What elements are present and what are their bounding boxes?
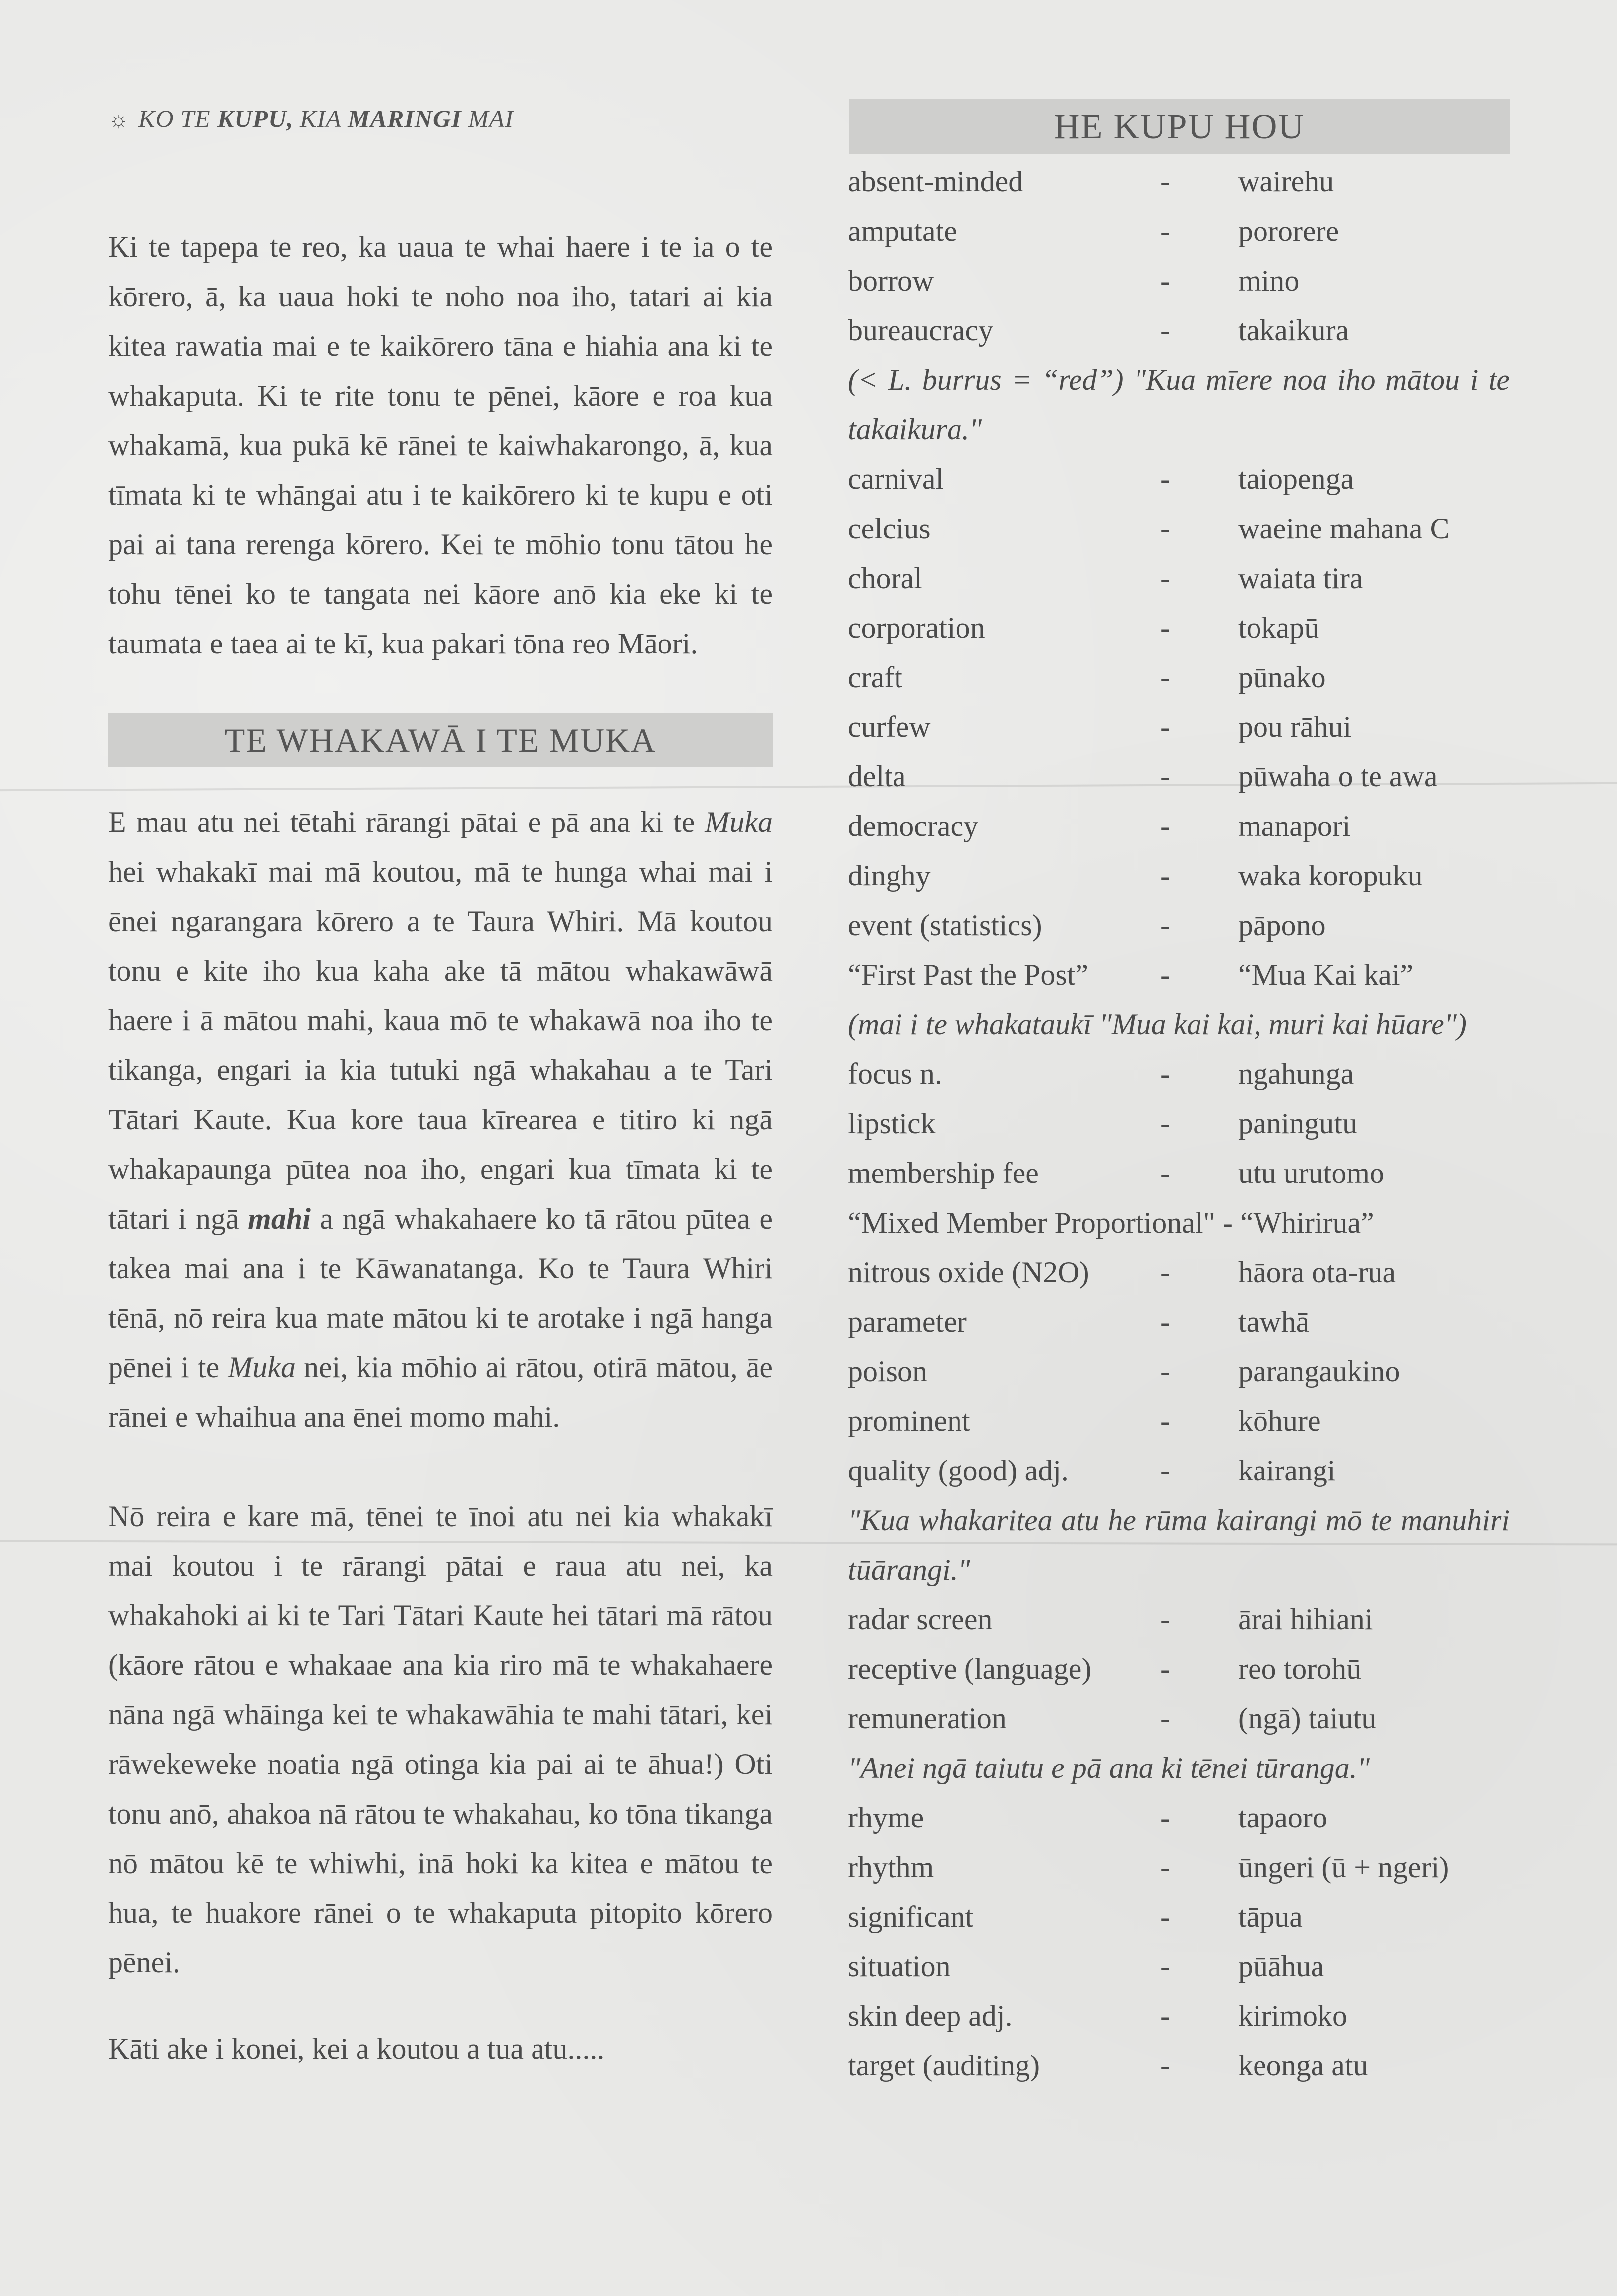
maori-term: kirimoko bbox=[1238, 2000, 1347, 2032]
kicker-text-4: MARINGI bbox=[348, 105, 462, 132]
para-emphasis: Muka bbox=[228, 1351, 296, 1384]
english-term: skin deep adj. bbox=[848, 2000, 1013, 2032]
glossary-example-note: (mai i te whakataukī "Mua kai kai, muri kai hūare") bbox=[848, 1008, 1467, 1041]
glossary-entry bbox=[848, 1694, 1510, 1743]
separator-dash: - bbox=[1160, 1603, 1170, 1636]
english-term: dinghy bbox=[848, 859, 931, 892]
maori-term: taiopenga bbox=[1238, 463, 1354, 495]
maori-term: parangaukino bbox=[1238, 1355, 1400, 1388]
glossary-entry bbox=[848, 801, 1510, 851]
english-term: focus n. bbox=[848, 1058, 942, 1090]
kicker-text-3: KIA bbox=[293, 105, 348, 132]
glossary-entry bbox=[848, 702, 1510, 752]
maori-term: (ngā) taiutu bbox=[1238, 1702, 1377, 1735]
maori-term: keonga atu bbox=[1238, 2049, 1368, 2082]
sun-icon: ☼ bbox=[108, 107, 130, 132]
separator-dash: - bbox=[1160, 1652, 1170, 1685]
separator-dash: - bbox=[1160, 2000, 1170, 2032]
separator-dash: - bbox=[1160, 1702, 1170, 1735]
glossary-entry bbox=[848, 1247, 1510, 1297]
glossary-entry bbox=[848, 900, 1510, 950]
maori-term: pororere bbox=[1238, 215, 1339, 247]
muka-paragraph bbox=[108, 797, 773, 1442]
english-term: quality (good) adj. bbox=[848, 1454, 1069, 1487]
para-text: E mau atu nei tētahi rārangi pātai e pā ana ki te bbox=[108, 806, 705, 838]
separator-dash: - bbox=[1160, 1107, 1170, 1140]
maori-term: pūwaha o te awa bbox=[1238, 760, 1437, 793]
separator-dash: - bbox=[1160, 1405, 1170, 1437]
para-text: nei, kia mōhio ai rātou, otirā mātou, āe rānei e whaihua ana ēnei momo mahi. bbox=[108, 1351, 773, 1433]
separator-dash: - bbox=[1160, 1801, 1170, 1834]
separator-dash: - bbox=[1160, 810, 1170, 842]
glossary-entry bbox=[848, 305, 1510, 355]
closing-line: Kāti ake i konei, kei a koutou a tua atu..... bbox=[108, 2032, 605, 2065]
maori-term: kōhure bbox=[1238, 1405, 1321, 1437]
glossary-entry bbox=[848, 950, 1510, 1000]
maori-term: pāpono bbox=[1238, 909, 1326, 942]
separator-dash: - bbox=[1160, 314, 1170, 347]
section-kicker bbox=[108, 104, 773, 133]
separator-dash: - bbox=[1160, 165, 1170, 198]
glossary-entry bbox=[848, 1446, 1510, 1495]
separator-dash: - bbox=[1160, 1454, 1170, 1487]
english-term: prominent bbox=[848, 1405, 970, 1437]
glossary-entry bbox=[848, 1297, 1510, 1347]
separator-dash: - bbox=[1160, 611, 1170, 644]
para-text: hei whakakī mai mā koutou, mā te hunga whai mai i ēnei ngarangara kōrero a te Taura Whiri. Mā koutou tonu e kite iho kua kaha ake tā mātou whakawāwā haere i ā mātou mahi, kaua mō te whakawā noa iho te tikanga, engari ia kia tutuki ngā whakahau a te Tari Tātari Kaute. Kua kore taua kīrearea e titiro ki ngā whakapaunga pūtea noa iho, engari kua tīmata ki te tātari i ngā bbox=[108, 855, 773, 1235]
kicker-text-5: MAI bbox=[461, 105, 514, 132]
glossary-entry bbox=[848, 2041, 1510, 2090]
glossary-list bbox=[848, 157, 1510, 2090]
english-term: borrow bbox=[848, 264, 934, 297]
glossary-entry bbox=[848, 1644, 1510, 1694]
kicker-text-2: KUPU, bbox=[217, 105, 294, 132]
glossary-entry bbox=[848, 1148, 1510, 1198]
separator-dash: - bbox=[1160, 264, 1170, 297]
glossary-entry bbox=[848, 504, 1510, 553]
glossary-example-note: "Anei ngā taiutu e pā ana ki tēnei tūranga." bbox=[848, 1752, 1370, 1784]
kicker-text-1: KO TE bbox=[138, 105, 217, 132]
separator-dash: - bbox=[1160, 1851, 1170, 1884]
maori-term: utu urutomo bbox=[1238, 1157, 1384, 1189]
maori-term: tokapū bbox=[1238, 611, 1319, 644]
maori-term: pūāhua bbox=[1238, 1950, 1324, 1983]
glossary-entry bbox=[848, 652, 1510, 702]
english-term: bureaucracy bbox=[848, 314, 994, 347]
glossary-entry bbox=[848, 206, 1510, 256]
english-term: craft bbox=[848, 661, 902, 694]
glossary-entry-text: “Mixed Member Proportional" - “Whirirua” bbox=[848, 1206, 1374, 1239]
english-term: significant bbox=[848, 1900, 974, 1933]
english-term: choral bbox=[848, 562, 922, 594]
maori-term: waka koropuku bbox=[1238, 859, 1423, 892]
english-term: curfew bbox=[848, 710, 931, 743]
separator-dash: - bbox=[1160, 1157, 1170, 1189]
english-term: situation bbox=[848, 1950, 951, 1983]
english-term: target (auditing) bbox=[848, 2049, 1040, 2082]
maori-term: pou rāhui bbox=[1238, 710, 1352, 743]
maori-term: mino bbox=[1238, 264, 1300, 297]
maori-term: paningutu bbox=[1238, 1107, 1357, 1140]
para-emphasis: Muka bbox=[705, 806, 773, 838]
english-term: “First Past the Post” bbox=[848, 958, 1089, 991]
english-term: rhythm bbox=[848, 1851, 934, 1884]
glossary-entry bbox=[848, 1892, 1510, 1942]
separator-dash: - bbox=[1160, 859, 1170, 892]
glossary-entry bbox=[848, 603, 1510, 652]
maori-term: tāpua bbox=[1238, 1900, 1303, 1933]
maori-term: waiata tira bbox=[1238, 562, 1363, 594]
english-term: rhyme bbox=[848, 1801, 924, 1834]
english-term: delta bbox=[848, 760, 906, 793]
english-term: event (statistics) bbox=[848, 909, 1042, 942]
maori-term: pūnako bbox=[1238, 661, 1326, 694]
english-term: poison bbox=[848, 1355, 928, 1388]
glossary-entry bbox=[848, 256, 1510, 305]
glossary-example-note: (< L. burrus = “red”) "Kua mīere noa iho mātou i te takaikura." bbox=[848, 363, 1510, 446]
english-term: receptive (language) bbox=[848, 1652, 1092, 1685]
para-text: a ngā whakahaere ko tā rātou pūtea e takea mai ana i te Kāwanatanga. Ko te Taura Whiri tēnā, nō reira kua mate mātou ki te arotake i ngā hanga pēnei i te bbox=[108, 1202, 773, 1384]
maori-term: wairehu bbox=[1238, 165, 1334, 198]
english-term: lipstick bbox=[848, 1107, 936, 1140]
maori-term: takaikura bbox=[1238, 314, 1349, 347]
glossary-entry bbox=[848, 1942, 1510, 1991]
glossary-entry bbox=[848, 1842, 1510, 1892]
separator-dash: - bbox=[1160, 958, 1170, 991]
separator-dash: - bbox=[1160, 562, 1170, 594]
english-term: absent-minded bbox=[848, 165, 1023, 198]
separator-dash: - bbox=[1160, 1305, 1170, 1338]
separator-dash: - bbox=[1160, 1900, 1170, 1933]
separator-dash: - bbox=[1160, 1058, 1170, 1090]
maori-term: ārai hihiani bbox=[1238, 1603, 1373, 1636]
separator-dash: - bbox=[1160, 1950, 1170, 1983]
separator-dash: - bbox=[1160, 1355, 1170, 1388]
request-paragraph: Nō reira e kare mā, tēnei te īnoi atu nei kia whakakī mai koutou i te rārangi pātai e raua atu nei, ka whakahoki ai ki te Tari Tātari Kaute hei tātari mā rātou (kāore rātou e whakaae ana kia riro mā te whakahaere nāna ngā whāinga kei te whakawāhia te mahi tātari, kei rāwekeweke noatia ngā otinga kia pai ai te āhua!) Oti tonu anō, ahakoa nā rātou te whakahau, ko tōna tikanga nō mātou kē te whiwhi, inā hoki ka kitea e mātou te hua, te huakore rānei o te whakaputa pitopito kōrero pēnei. bbox=[108, 1500, 773, 1979]
intro-paragraph: Ki te tapepa te reo, ka uaua te whai haere i te ia o te kōrero, ā, ka uaua hoki te noho noa iho, tatari ai kia kitea rawatia mai e te kaikōrero tāna e hiahia ana ki te whakaputa. Ki te rite tonu te pēnei, kāore e roa kua whakamā, kua pukā kē rānei te kaiwhakarongo, ā, kua tīmata ki te whāngai atu i te kaikōrero ki te kupu e oti pai ai tana rerenga kōrero. Kei te mōhio tonu tātou he tohu tēnei ko te tangata nei kāore anō kia eke ki te taumata e taea ai te kī, kua pakari tōna reo Māori. bbox=[108, 231, 773, 660]
glossary-entry bbox=[848, 1793, 1510, 1842]
glossary-entry bbox=[848, 1198, 1510, 1247]
glossary-example-note: "Kua whakaritea atu he rūma kairangi mō te manuhiri tūārangi." bbox=[848, 1504, 1510, 1586]
section-heading: TE WHAKAWĀ I TE MUKA bbox=[108, 713, 773, 767]
maori-term: hāora ota-rua bbox=[1238, 1256, 1396, 1289]
english-term: democracy bbox=[848, 810, 979, 842]
english-term: celcius bbox=[848, 512, 931, 545]
glossary-entry bbox=[848, 1991, 1510, 2041]
glossary-entry bbox=[848, 553, 1510, 603]
maori-term: reo torohū bbox=[1238, 1652, 1362, 1685]
article-column bbox=[108, 104, 773, 2066]
glossary-entry bbox=[848, 851, 1510, 900]
english-term: amputate bbox=[848, 215, 957, 247]
glossary-title: HE KUPU HOU bbox=[849, 99, 1510, 154]
separator-dash: - bbox=[1160, 661, 1170, 694]
glossary-entry bbox=[848, 454, 1510, 504]
maori-term: ngahunga bbox=[1238, 1058, 1354, 1090]
maori-term: tapaoro bbox=[1238, 1801, 1327, 1834]
separator-dash: - bbox=[1160, 760, 1170, 793]
maori-term: kairangi bbox=[1238, 1454, 1336, 1487]
english-term: remuneration bbox=[848, 1702, 1007, 1735]
separator-dash: - bbox=[1160, 463, 1170, 495]
glossary-column bbox=[848, 99, 1510, 2090]
separator-dash: - bbox=[1160, 215, 1170, 247]
glossary-entry bbox=[848, 1347, 1510, 1396]
separator-dash: - bbox=[1160, 1256, 1170, 1289]
english-term: radar screen bbox=[848, 1603, 993, 1636]
para-emphasis: mahi bbox=[248, 1202, 311, 1235]
separator-dash: - bbox=[1160, 2049, 1170, 2082]
glossary-entry bbox=[848, 752, 1510, 801]
maori-term: manapori bbox=[1238, 810, 1351, 842]
english-term: carnival bbox=[848, 463, 944, 495]
english-term: parameter bbox=[848, 1305, 967, 1338]
maori-term: tawhā bbox=[1238, 1305, 1310, 1338]
separator-dash: - bbox=[1160, 512, 1170, 545]
separator-dash: - bbox=[1160, 909, 1170, 942]
maori-term: waeine mahana C bbox=[1238, 512, 1450, 545]
english-term: nitrous oxide (N2O) bbox=[848, 1256, 1089, 1289]
maori-term: ūngeri (ū + ngeri) bbox=[1238, 1851, 1449, 1884]
glossary-entry bbox=[848, 1594, 1510, 1644]
glossary-entry bbox=[848, 1099, 1510, 1148]
english-term: corporation bbox=[848, 611, 985, 644]
maori-term: “Mua Kai kai” bbox=[1238, 958, 1414, 991]
english-term: membership fee bbox=[848, 1157, 1039, 1189]
glossary-entry bbox=[848, 1396, 1510, 1446]
glossary-entry bbox=[848, 157, 1510, 206]
separator-dash: - bbox=[1160, 710, 1170, 743]
glossary-entry bbox=[848, 1049, 1510, 1099]
